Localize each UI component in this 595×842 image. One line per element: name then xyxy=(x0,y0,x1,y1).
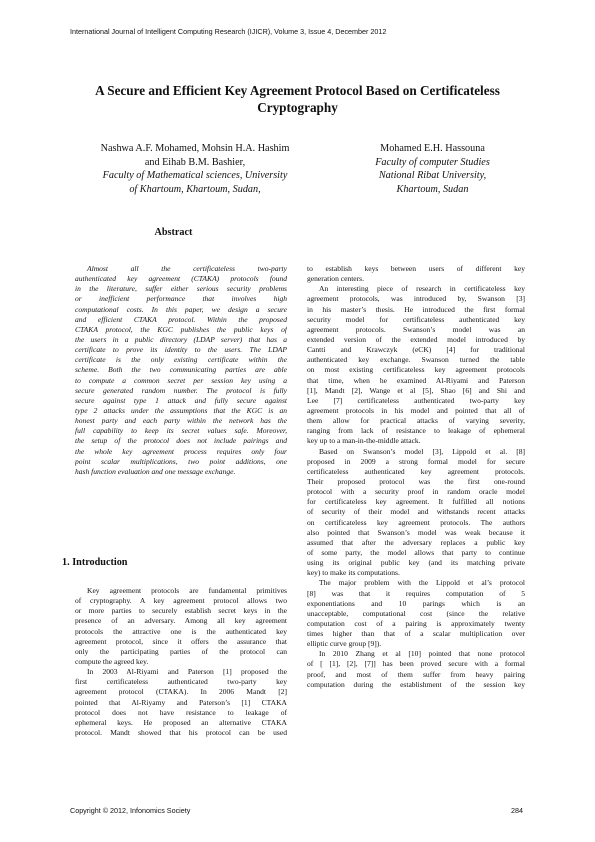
text-line: In 2010 Zhang et al [10] pointed that none protocol xyxy=(319,649,525,659)
author-names: and Eihab B.M. Bashier, xyxy=(144,156,246,168)
title-line: Cryptography xyxy=(257,100,338,115)
author-affiliation: Khartoum, Sudan xyxy=(396,183,469,195)
text-line: Based on Swanson’s model [3], Lippold et al. [8] xyxy=(319,446,525,456)
text-line: Almost all the certificateless two-party xyxy=(87,264,287,273)
text-line: for certificateless key agreement. It fulfilled all notions xyxy=(307,497,525,507)
author-affiliation: National Ribat University, xyxy=(378,170,487,181)
text-line: unacceptable, computational cost (since the relative xyxy=(307,608,525,618)
text-line: proof, and most of them suffer from heavy pairing xyxy=(307,669,525,679)
text-line: using its original public key (and its matching private xyxy=(307,558,525,568)
text-line: times higher than that of a scalar multiplication over xyxy=(307,629,525,639)
text-line: or more parties to securely establish secret keys in the xyxy=(75,606,287,616)
text-line: presence of an adversary. Among all key agreement xyxy=(75,616,287,626)
text-line: elliptic curve group [9]). xyxy=(307,639,382,649)
text-line: Cantti and Krawczyk (eCK) [4] for traditional xyxy=(307,345,525,355)
text-line: proposed in 2009 a strong formal model for secure xyxy=(307,456,525,466)
text-line: honest party and each party within the network has the xyxy=(75,416,287,426)
text-line: on most existing certificateless key agreement protocols xyxy=(307,365,525,375)
text-line: the whole key agreement process requires only four xyxy=(75,446,287,456)
text-line: Lee [7] certificateless authenticated two-party key xyxy=(307,395,525,405)
text-line: them allow for practical attacks of varying severity, xyxy=(307,416,525,426)
text-line: certificate is the only existing certificate within the xyxy=(75,355,287,365)
text-line: first certificateless authenticated two-party key xyxy=(75,677,287,687)
footer-copyright: Copyright © 2012, Infonomics Society xyxy=(70,806,191,815)
text-line: hash function evaluation and one message exchange. xyxy=(75,466,236,476)
journal-header: International Journal of Intelligent Computing Research (IJICR), Volume 3, Issue 4, December 2012 xyxy=(70,27,387,36)
text-line: of security of their model and withstands recent attacks xyxy=(307,507,525,517)
author-affiliation: Faculty of computer Studies xyxy=(375,156,490,168)
text-line: protocols the attractive one is the authenticated key xyxy=(75,626,287,636)
section-heading-introduction: 1. Introduction xyxy=(62,557,128,568)
text-line: An interesting piece of research in certificateless key xyxy=(319,284,525,294)
text-line: only the participating parties of the protocol can xyxy=(75,646,287,656)
text-line: certificate to prove its identity to the users. The LDAP xyxy=(75,345,287,355)
author-affiliation: Faculty of Mathematical sciences, University xyxy=(102,170,288,181)
text-line: to establish keys between users of different key xyxy=(307,264,525,273)
paper-title xyxy=(60,82,535,116)
authors-right xyxy=(345,142,520,196)
text-line: generation centers. xyxy=(307,274,364,284)
title-line: A Secure and Efficient Key Agreement Protocol Based on Certificateless xyxy=(95,83,500,98)
text-line: agreement protocol, since it offers the assurance that xyxy=(75,636,287,646)
author-names: Mohamed E.H. Hassouna xyxy=(380,143,485,154)
text-line: the setup of the protocol does not include pairings and xyxy=(75,436,287,446)
footer-page-number: 284 xyxy=(511,806,523,815)
text-line: protocol. Mandt showed that his protocol can be used xyxy=(75,727,287,737)
text-line: also pointed that Swanson’s model was weak because it xyxy=(307,527,525,537)
text-line: and efficient CTAKA protocol. Within the proposed xyxy=(75,314,287,324)
text-line: secure generated random number. The protocol is fully xyxy=(75,385,287,395)
text-line: [8] was that it requires computation of 5 xyxy=(307,588,525,598)
text-line: scheme. Both the two communicating parties are able xyxy=(75,365,287,375)
text-line: key up to a man-in-the-middle attack. xyxy=(307,436,421,446)
text-line: CTAKA protocol, the KGC publishes the public keys of xyxy=(75,324,287,334)
text-line: computation during the establishment of the session key xyxy=(307,679,525,689)
text-line: authenticated key exchange. Swanson turned the table xyxy=(307,355,525,365)
text-line: point scalar multiplications, two point additions, one xyxy=(75,456,287,466)
introduction-body xyxy=(75,586,287,738)
text-line: In 2003 Al-Riyami and Paterson [1] proposed the xyxy=(87,667,287,677)
text-line: exponentiations and 10 parings which is an xyxy=(307,598,525,608)
right-column-body xyxy=(307,264,525,690)
text-line: or inefficient performance that involves high xyxy=(75,294,287,304)
text-line: ranging from lack of resistance to leakage of ephemeral xyxy=(307,426,525,436)
text-line: computational costs. In this paper, we design a secure xyxy=(75,304,287,314)
text-line: on certificateless key agreement protocols. The authors xyxy=(307,517,525,527)
text-line: agreement protocols in his model and pointed that all of xyxy=(307,405,525,415)
text-line: to compute a common secret per session key using a xyxy=(75,375,287,385)
text-line: key) to make its computations. xyxy=(307,568,400,578)
text-line: protocol with a security proof in random oracle model xyxy=(307,487,525,497)
text-line: of cryptography. A key agreement protocol allows two xyxy=(75,596,287,606)
text-line: certificateless authenticated key agreement protocols. xyxy=(307,466,525,476)
text-line: Their proposed protocol was the first one-round xyxy=(307,476,525,486)
text-line: agreement protocols, was introduced by, Swanson [3] xyxy=(307,294,525,304)
text-line: authenticated key agreement (CTAKA) protocols found xyxy=(75,274,287,284)
text-line: computation cost of a pairing is approximately twenty xyxy=(307,618,525,628)
text-line: in his master’s thesis. He introduced the first formal xyxy=(307,304,525,314)
text-line: of [ [1], [2], [7]] has been proved secure with a formal xyxy=(307,659,525,669)
text-line: assumed that after the adversary replaces a public key xyxy=(307,537,525,547)
text-line: The major problem with the Lippold et al’s protocol xyxy=(319,578,525,588)
authors-left xyxy=(60,142,330,196)
abstract-body xyxy=(75,264,287,477)
text-line: ephemeral keys. He proposed an alternative CTAKA xyxy=(75,717,287,727)
text-line: protocol does not have resistance to leakage of xyxy=(75,707,287,717)
text-line: agreement protocols. Swanson’s model was an xyxy=(307,324,525,334)
text-line: [1], Mandt [2], Wange et al [5], Shao [6] and Shi and xyxy=(307,385,525,395)
abstract-heading: Abstract xyxy=(154,227,193,238)
text-line: type 2 attacks under the assumptions that the KGC is an xyxy=(75,405,287,415)
text-line: secure against type 1 attack and fully secure against xyxy=(75,395,287,405)
text-line: extended version of the extended model introduced by xyxy=(307,334,525,344)
text-line: Key agreement protocols are fundamental primitives xyxy=(87,586,287,595)
text-line: security model for certificateless authenticated key xyxy=(307,314,525,324)
author-names: Nashwa A.F. Mohamed, Mohsin H.A. Hashim xyxy=(100,143,290,154)
text-line: full capability to keep its secret values safe. Moreover, xyxy=(75,426,287,436)
text-line: the users in a public directory (LDAP server) that has a xyxy=(75,334,287,344)
text-line: agreement protocol (CTAKA). In 2006 Mandt [2] xyxy=(75,687,287,697)
text-line: of some party, the model allows that party to continue xyxy=(307,547,525,557)
text-line: that time, when he examined Al-Riyami and Paterson xyxy=(307,375,525,385)
text-line: in the literature, suffer either serious security problems xyxy=(75,284,287,294)
author-affiliation: of Khartoum, Khartoum, Sudan, xyxy=(129,183,261,195)
text-line: compute the agreed key. xyxy=(75,656,149,666)
text-line: pointed that Al-Riyamy and Paterson’s [1] CTAKA xyxy=(75,697,287,707)
